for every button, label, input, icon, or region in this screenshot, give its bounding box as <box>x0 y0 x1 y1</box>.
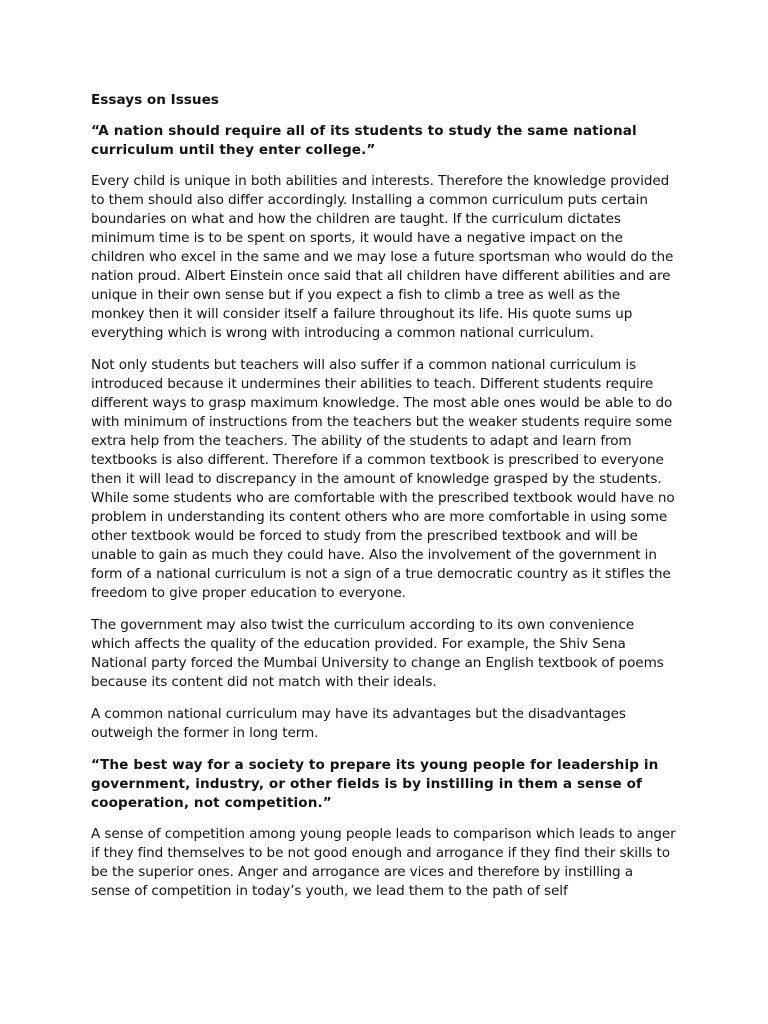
essay-prompt-1: “A nation should require all of its students to study the same national curriculum until they enter college.” <box>91 123 637 158</box>
essay-2-paragraph-1: A sense of competition among young people leads to comparison which leads to anger if they find themselves to be not good enough and arrogance if they find their skills to be the superior ones. Anger and arrogance are vices and therefore by instilling a sense of competition in today’s youth, we lead them to the path of self <box>91 826 676 899</box>
document-heading: Essays on Issues <box>91 92 219 108</box>
essay-1-paragraph-1: Every child is unique in both abilities and interests. Therefore the knowledge provided to them should also differ accordingly. Installing a common curriculum puts certain boundaries on what and how the children are taught. If the curriculum dictates minimum time is to be spent on sports, it would have a negative impact on the children who excel in the same and we may lose a future sportsman who would do the nation proud. Albert Einstein once said that all children have different abilities and are unique in their own sense but if you expect a fish to climb a tree as well as the monkey then it will consider itself a failure throughout its life. His quote sums up everything which is wrong with introducing a common national curriculum. <box>91 173 674 341</box>
essay-prompt-2: “The best way for a society to prepare its young people for leadership in government, industry, or other fields is by instilling in them a sense of cooperation, not competition.” <box>91 757 659 811</box>
document-page <box>91 91 676 914</box>
essay-1-paragraph-3: The government may also twist the curriculum according to its own convenience which affects the quality of the education provided. For example, the Shiv Sena National party forced the Mumbai University to change an English textbook of poems because its content did not match with their ideals. <box>91 617 664 690</box>
essay-1-paragraph-2: Not only students but teachers will also suffer if a common national curriculum is introduced because it undermines their abilities to teach. Different students require different ways to grasp maximum knowledge. The most able ones would be able to do with minimum of instructions from the teachers but the weaker students require some extra help from the teachers. The ability of the students to adapt and learn from textbooks is also different. Therefore if a common textbook is prescribed to everyone then it will lead to discrepancy in the amount of knowledge grasped by the students. While some students who are comfortable with the prescribed textbook would have no problem in understanding its content others who are more comfortable in using some other textbook would be forced to study from the prescribed textbook and will be unable to gain as much they could have. Also the involvement of the government in form of a national curriculum is not a sign of a true democratic country as it stifles the freedom to give proper education to everyone. <box>91 357 675 601</box>
essay-1-paragraph-4: A common national curriculum may have its advantages but the disadvantages outweigh the former in long term. <box>91 706 626 741</box>
